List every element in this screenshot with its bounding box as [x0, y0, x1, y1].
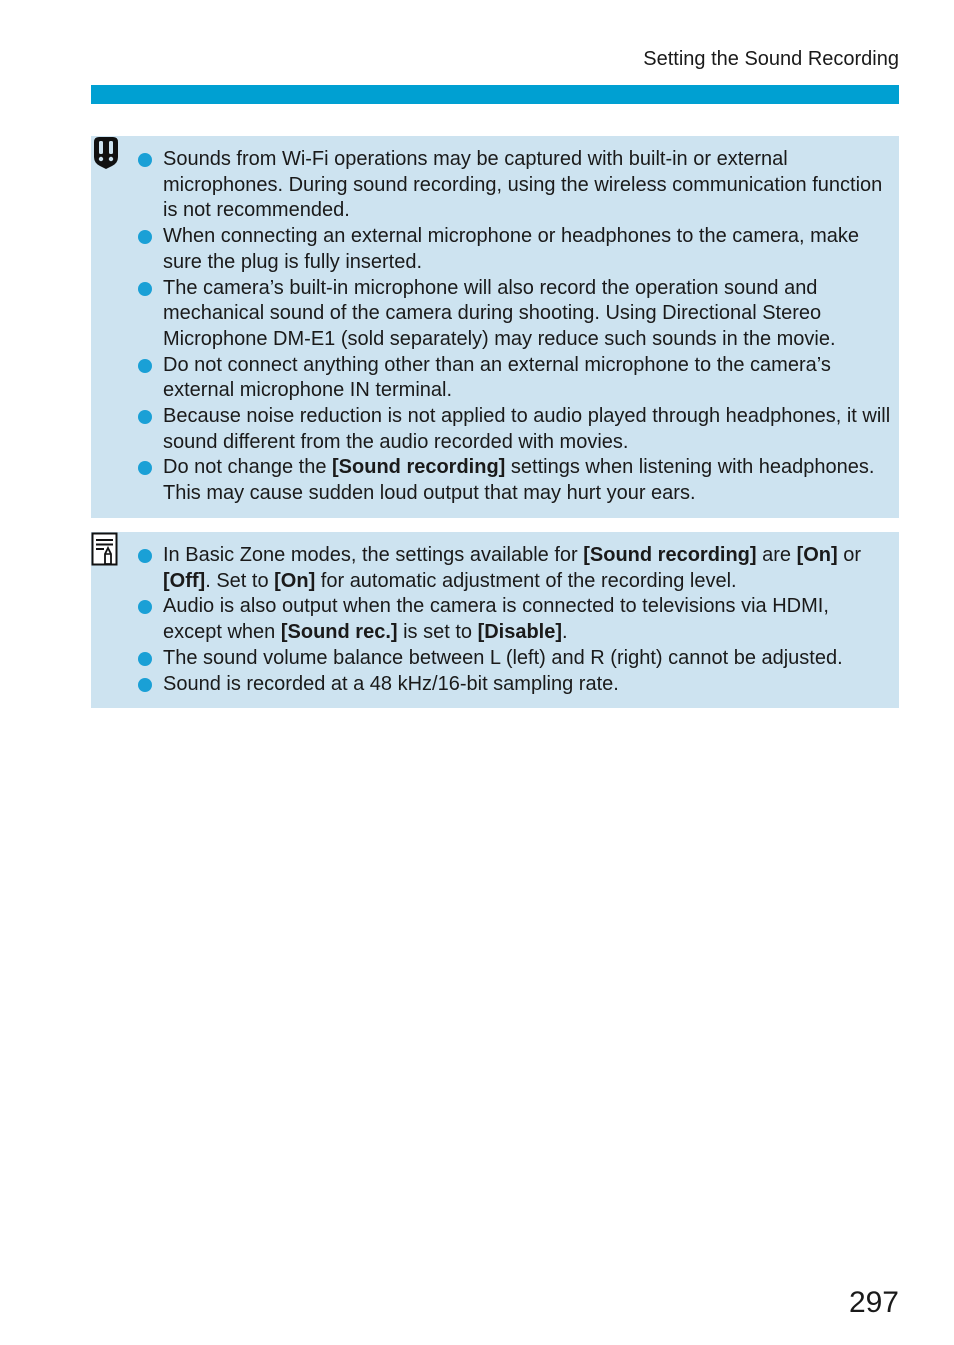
- note-item-4: Sound is recorded at a 48 kHz/16-bit sampling rate.: [163, 672, 891, 698]
- caution-item-3: The camera’s built-in microphone will also record the operation sound and mechanical sound of the camera during shooting. Using Directional Stereo Microphone DM-E1 (sold separately) may reduce such sounds in the movie.: [163, 276, 891, 353]
- caution-exclamation-icon: [91, 136, 121, 170]
- header-accent-bar: [91, 85, 899, 104]
- caution-item-2: When connecting an external microphone or headphones to the camera, make sure the plug is fully inserted.: [163, 224, 891, 275]
- note-item-2: Audio is also output when the camera is connected to televisions via HDMI, except when [Sound rec.] is set to [Disable].: [163, 594, 891, 645]
- bullet-dot: [138, 153, 152, 167]
- bullet-dot: [138, 359, 152, 373]
- bullet-dot: [138, 652, 152, 666]
- caution-panel: [91, 136, 899, 518]
- caution-item-4: Do not connect anything other than an external microphone to the camera’s external microphone IN terminal.: [163, 353, 891, 404]
- bullet-dot: [138, 410, 152, 424]
- page-header-title: Setting the Sound Recording: [643, 48, 899, 70]
- caution-list: [91, 147, 899, 507]
- caution-item-5: Because noise reduction is not applied to audio played through headphones, it will sound different from the audio recorded with movies.: [163, 404, 891, 455]
- caution-item-1: Sounds from Wi-Fi operations may be captured with built-in or external microphones. During sound recording, using the wireless communication function is not recommended.: [163, 147, 891, 224]
- bullet-dot: [138, 461, 152, 475]
- memo-pencil-icon: [91, 532, 121, 566]
- bullet-dot: [138, 600, 152, 614]
- caution-item-6: Do not change the [Sound recording] settings when listening with headphones. This may cause sudden loud output that may hurt your ears.: [163, 455, 891, 506]
- note-item-1: In Basic Zone modes, the settings available for [Sound recording] are [On] or [Off]. Set to [On] for automatic adjustment of the recording level.: [163, 543, 891, 594]
- page-number: 297: [848, 1286, 899, 1319]
- note-list: [91, 543, 899, 697]
- bullet-dot: [138, 230, 152, 244]
- note-item-3: The sound volume balance between L (left) and R (right) cannot be adjusted.: [163, 646, 891, 672]
- note-panel: [91, 532, 899, 708]
- bullet-dot: [138, 549, 152, 563]
- bullet-dot: [138, 282, 152, 296]
- bullet-dot: [138, 678, 152, 692]
